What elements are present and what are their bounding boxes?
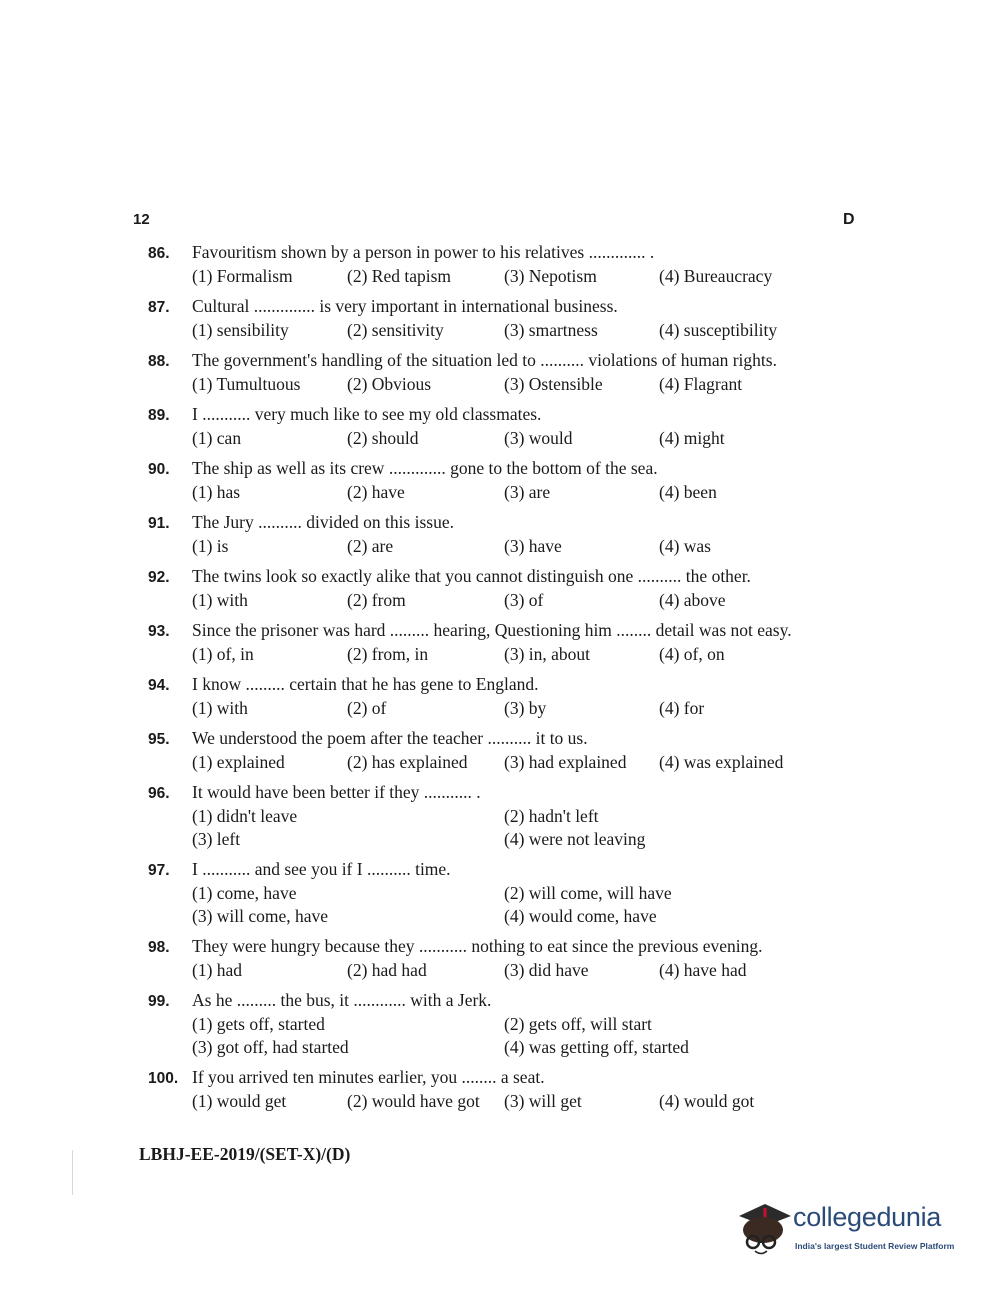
margin-line: [72, 1150, 73, 1195]
option: (2) from, in: [347, 644, 429, 664]
option: (4) of, on: [659, 644, 725, 664]
exam-code: LBHJ-EE-2019/(SET-X)/(D): [139, 1144, 351, 1164]
option: (1) didn't leave: [192, 806, 298, 826]
option: (4) Bureaucracy: [659, 266, 773, 286]
option: (1) with: [192, 590, 248, 610]
option: (2) gets off, will start: [504, 1014, 652, 1034]
question-99: [148, 989, 848, 1059]
question-86: [148, 241, 848, 288]
question-number: 87.: [148, 299, 170, 316]
option: (2) of: [347, 698, 387, 718]
option: (1) gets off, started: [192, 1014, 325, 1034]
option: (4) was getting off, started: [504, 1037, 689, 1057]
option: (2) should: [347, 428, 419, 448]
option: (1) of, in: [192, 644, 254, 664]
question-number: 96.: [148, 785, 170, 802]
option: (4) above: [659, 590, 726, 610]
option: (4) was: [659, 536, 711, 556]
question-100: [148, 1066, 848, 1113]
question-text: I ........... very much like to see my old classmates.: [192, 404, 542, 424]
option: (3) did have: [504, 960, 589, 980]
option: (3) Nepotism: [504, 266, 597, 286]
question-number: 88.: [148, 353, 170, 370]
option: (4) been: [659, 482, 717, 502]
option: (4) for: [659, 698, 705, 718]
question-text: I ........... and see you if I .......... time.: [192, 859, 451, 879]
question-90: [148, 457, 848, 504]
option: (1) had: [192, 960, 243, 980]
option: (3) are: [504, 482, 551, 502]
option: (1) sensibility: [192, 320, 289, 340]
question-87: [148, 295, 848, 342]
question-text: The ship as well as its crew ............. gone to the bottom of the sea.: [192, 458, 658, 478]
question-97: [148, 858, 848, 928]
option: (2) from: [347, 590, 406, 610]
option: (1) with: [192, 698, 248, 718]
logo-brand-text: collegedunia: [793, 1202, 942, 1232]
option: (2) hadn't left: [504, 806, 599, 826]
option: (4) Flagrant: [659, 374, 743, 394]
option: (3) smartness: [504, 320, 598, 340]
question-number: 98.: [148, 939, 170, 956]
option: (2) have: [347, 482, 405, 502]
option: (4) might: [659, 428, 725, 448]
option: (3) had explained: [504, 752, 627, 772]
question-95: [148, 727, 848, 774]
question-number: 90.: [148, 461, 170, 478]
question-number: 92.: [148, 569, 170, 586]
option: (1) Tumultuous: [192, 374, 301, 394]
option: (3) have: [504, 536, 562, 556]
option: (2) are: [347, 536, 394, 556]
option: (3) by: [504, 698, 547, 718]
option: (2) had had: [347, 960, 427, 980]
question-94: [148, 673, 848, 720]
question-number: 94.: [148, 677, 170, 694]
question-91: [148, 511, 848, 558]
collegedunia-logo: [735, 1196, 965, 1261]
option: (2) Obvious: [347, 374, 432, 394]
option: (1) has: [192, 482, 241, 502]
option: (4) have had: [659, 960, 747, 980]
question-number: 99.: [148, 993, 170, 1010]
question-text: We understood the poem after the teacher .......... it to us.: [192, 728, 588, 748]
question-89: [148, 403, 848, 450]
question-text: As he ......... the bus, it ............ with a Jerk.: [192, 990, 492, 1010]
question-number: 93.: [148, 623, 170, 640]
option: (1) come, have: [192, 883, 297, 903]
question-number: 97.: [148, 862, 170, 879]
question-text: They were hungry because they ........... nothing to eat since the previous evening.: [192, 936, 763, 956]
option: (1) is: [192, 536, 229, 556]
option: (2) Red tapism: [347, 266, 452, 286]
question-93: [148, 619, 848, 666]
question-text: Cultural .............. is very important in international business.: [192, 296, 618, 316]
question-number: 89.: [148, 407, 170, 424]
question-number: 86.: [148, 245, 170, 262]
option: (3) in, about: [504, 644, 591, 664]
option: (4) would got: [659, 1091, 755, 1111]
option: (2) sensitivity: [347, 320, 444, 340]
option: (4) were not leaving: [504, 829, 646, 849]
option: (4) was explained: [659, 752, 784, 772]
option: (3) will get: [504, 1091, 582, 1111]
question-text: If you arrived ten minutes earlier, you ........ a seat.: [192, 1067, 545, 1087]
option: (1) can: [192, 428, 242, 448]
question-92: [148, 565, 848, 612]
mascot-icon: [735, 1196, 793, 1258]
question-number: 95.: [148, 731, 170, 748]
option: (2) has explained: [347, 752, 468, 772]
option: (1) Formalism: [192, 266, 293, 286]
option: (3) of: [504, 590, 544, 610]
question-number: 91.: [148, 515, 170, 532]
option: (4) would come, have: [504, 906, 657, 926]
question-98: [148, 935, 848, 982]
question-text: I know ......... certain that he has gene to England.: [192, 674, 539, 694]
question-text: The Jury .......... divided on this issue.: [192, 512, 454, 532]
question-list: [148, 241, 848, 1120]
option: (3) left: [192, 829, 241, 849]
option: (3) got off, had started: [192, 1037, 349, 1057]
question-text: The government's handling of the situation led to .......... violations of human rights.: [192, 350, 777, 370]
question-text: It would have been better if they ........... .: [192, 782, 481, 802]
question-text: Since the prisoner was hard ......... hearing, Questioning him ........ detail was not easy.: [192, 620, 792, 640]
option: (1) would get: [192, 1091, 287, 1111]
question-88: [148, 349, 848, 396]
option: (4) susceptibility: [659, 320, 778, 340]
option: (1) explained: [192, 752, 285, 772]
question-96: [148, 781, 848, 851]
option: (3) would: [504, 428, 573, 448]
option: (3) Ostensible: [504, 374, 603, 394]
option: (3) will come, have: [192, 906, 329, 926]
logo-tagline: India's largest Student Review Platform: [795, 1241, 955, 1251]
set-letter: D: [843, 211, 855, 228]
question-text: The twins look so exactly alike that you cannot distinguish one .......... the other.: [192, 566, 751, 586]
option: (2) will come, will have: [504, 883, 672, 903]
question-number: 100.: [148, 1070, 179, 1087]
option: (2) would have got: [347, 1091, 480, 1111]
page-number: 12: [133, 211, 150, 228]
question-text: Favouritism shown by a person in power to his relatives ............. .: [192, 242, 655, 262]
